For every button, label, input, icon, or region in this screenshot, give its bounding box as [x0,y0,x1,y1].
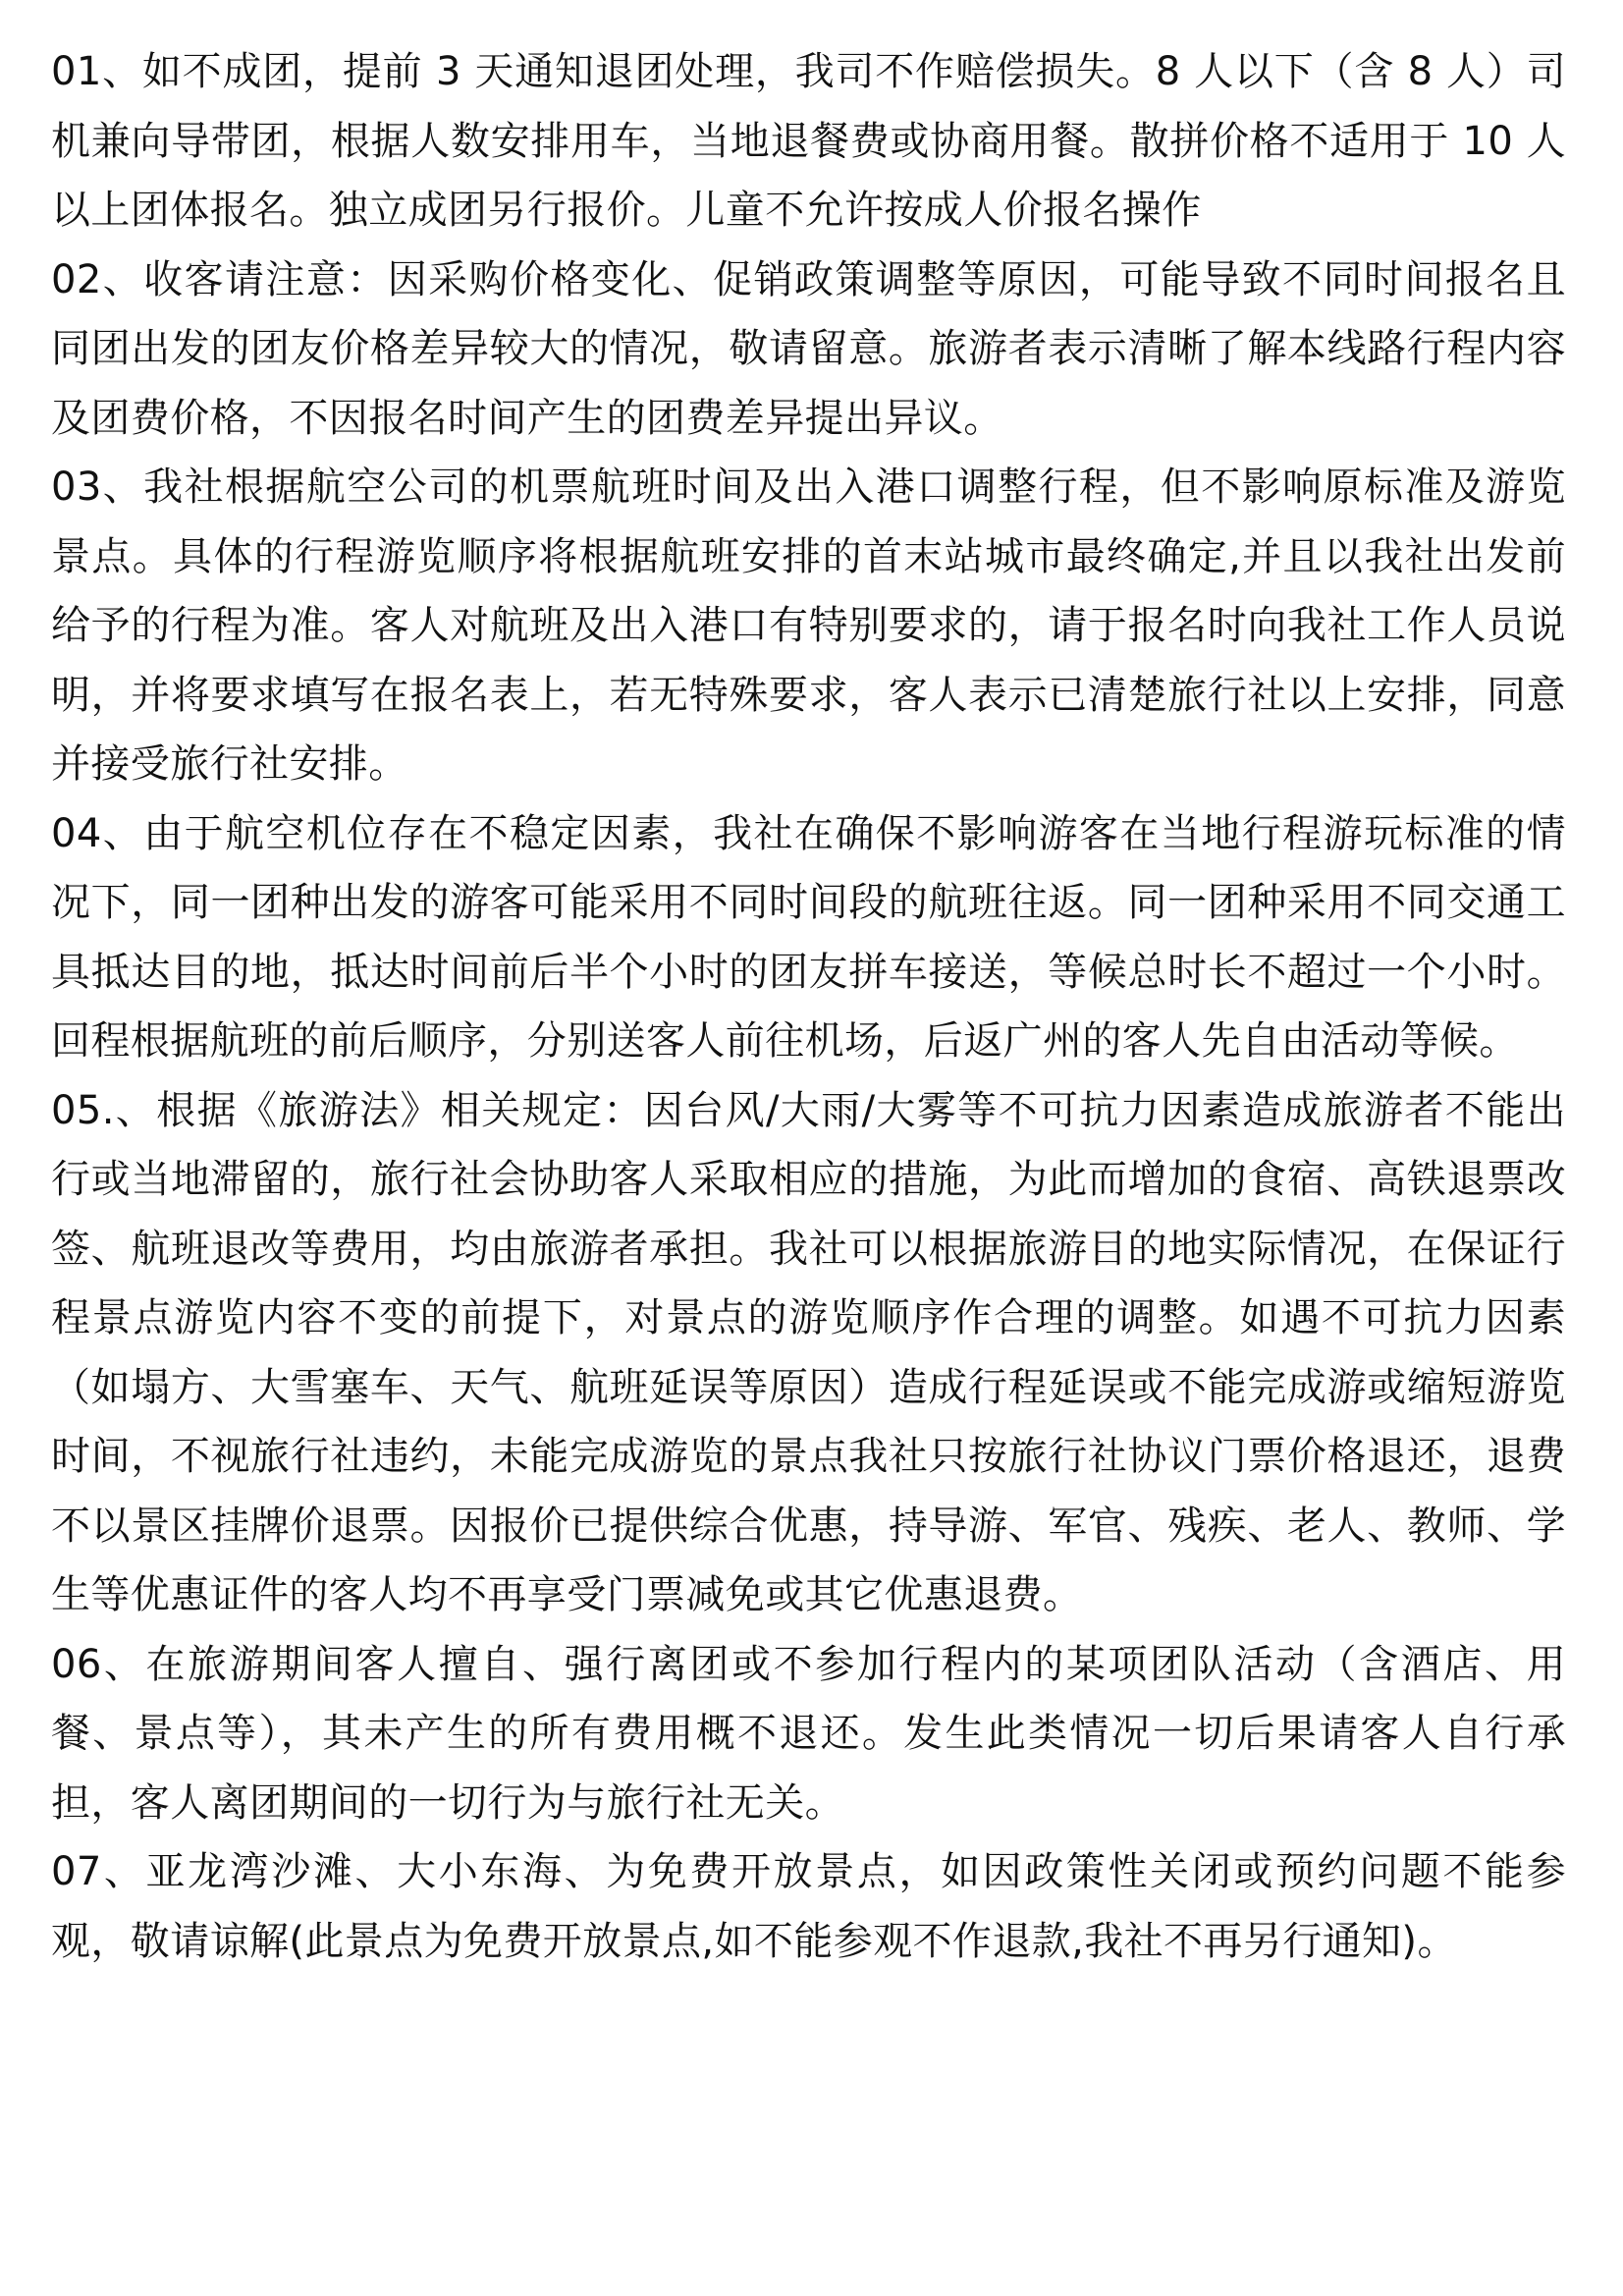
note-item-07: 07、亚龙湾沙滩、大小东海、为免费开放景点，如因政策性关闭或预约问题不能参观，敬请谅解(此景点为免费开放景点,如不能参观不作退款,我社不再另行通知)。 [51,1849,1566,1964]
note-item-05: 05.、根据《旅游法》相关规定：因台风/大雨/大雾等不可抗力因素造成旅游者不能出行或当地滞留的，旅行社会协助客人采取相应的措施，为此而增加的食宿、高铁退票改签、航班退改等费用，均由旅游者承担。我社可以根据旅游目的地实际情况，在保证行程景点游览内容不变的前提下，对景点的游览顺序作合理的调整。如遇不可抗力因素（如塌方、大雪塞车、天气、航班延误等原因）造成行程延误或不能完成游或缩短游览时间，不视旅行社违约，未能完成游览的景点我社只按旅行社协议门票价格退还，退费不以景区挂牌价退票。因报价已提供综合优惠，持导游、军官、残疾、老人、教师、学生等优惠证件的客人均不再享受门票减免或其它优惠退费。 [51,1087,1566,1617]
note-item-03: 03、我社根据航空公司的机票航班时间及出入港口调整行程，但不影响原标准及游览景点。具体的行程游览顺序将根据航班安排的首末站城市最终确定,并且以我社出发前给予的行程为准。客人对航班及出入港口有特别要求的，请于报名时向我社工作人员说明，并将要求填写在报名表上，若无特殊要求，客人表示已清楚旅行社以上安排，同意并接受旅行社安排。 [51,465,1566,787]
note-item-06: 06、在旅游期间客人擅自、强行离团或不参加行程内的某项团队活动（含酒店、用餐、景点等），其未产生的所有费用概不退还。发生此类情况一切后果请客人自行承担，客人离团期间的一切行为与旅行社无关。 [51,1641,1566,1826]
note-item-01: 01、如不成团，提前 3 天通知退团处理，我司不作赔偿损失。8 人以下（含 8 人）司机兼向导带团，根据人数安排用车，当地退餐费或协商用餐。散拼价格不适用于 10 人以上团体报名。独立成团另行报价。儿童不允许按成人价报名操作 [51,49,1566,233]
note-item-04: 04、由于航空机位存在不稳定因素，我社在确保不影响游客在当地行程游玩标准的情况下，同一团种出发的游客可能采用不同时间段的航班往返。同一团种采用不同交通工具抵达目的地，抵达时间前后半个小时的团友拼车接送，等候总时长不超过一个小时。回程根据航班的前后顺序，分别送客人前往机场，后返广州的客人先自由活动等候。 [51,810,1566,1064]
note-item-02: 02、收客请注意：因采购价格变化、促销政策调整等原因，可能导致不同时间报名且同团出发的团友价格差异较大的情况，敬请留意。旅游者表示清晰了解本线路行程内容及团费价格，不因报名时间产生的团费差异提出异议。 [51,256,1566,441]
